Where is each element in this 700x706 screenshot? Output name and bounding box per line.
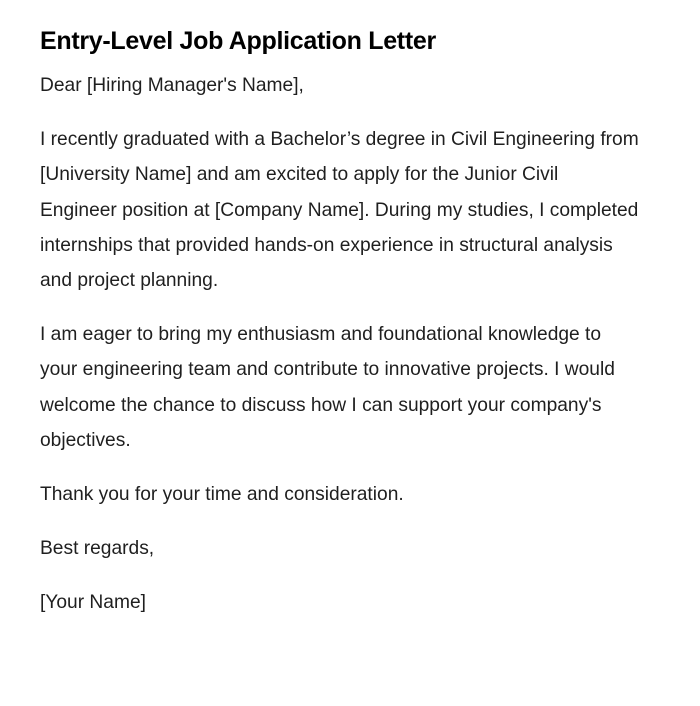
letter-document: [40, 24, 640, 640]
body-paragraph-3: Thank you for your time and consideration.: [40, 484, 404, 506]
signature: [Your Name]: [40, 592, 146, 614]
salutation: Dear [Hiring Manager's Name],: [40, 75, 304, 96]
body-paragraph-1: I recently graduated with a Bachelor’s degree in Civil Engineering from [University Name] and am excited to apply for the Junior Civil Engineer position at [Company Name]. During my studies, I completed internships that provided hands-on experience in structural analysis and project planning.: [40, 129, 639, 292]
closing: Best regards,: [40, 538, 155, 560]
body-paragraph-2: I am eager to bring my enthusiasm and foundational knowledge to your engineering team and contribute to innovative projects. I would welcome the chance to discuss how I can support your company's objectives.: [40, 324, 615, 451]
letter-title: Entry-Level Job Application Letter: [40, 27, 436, 55]
